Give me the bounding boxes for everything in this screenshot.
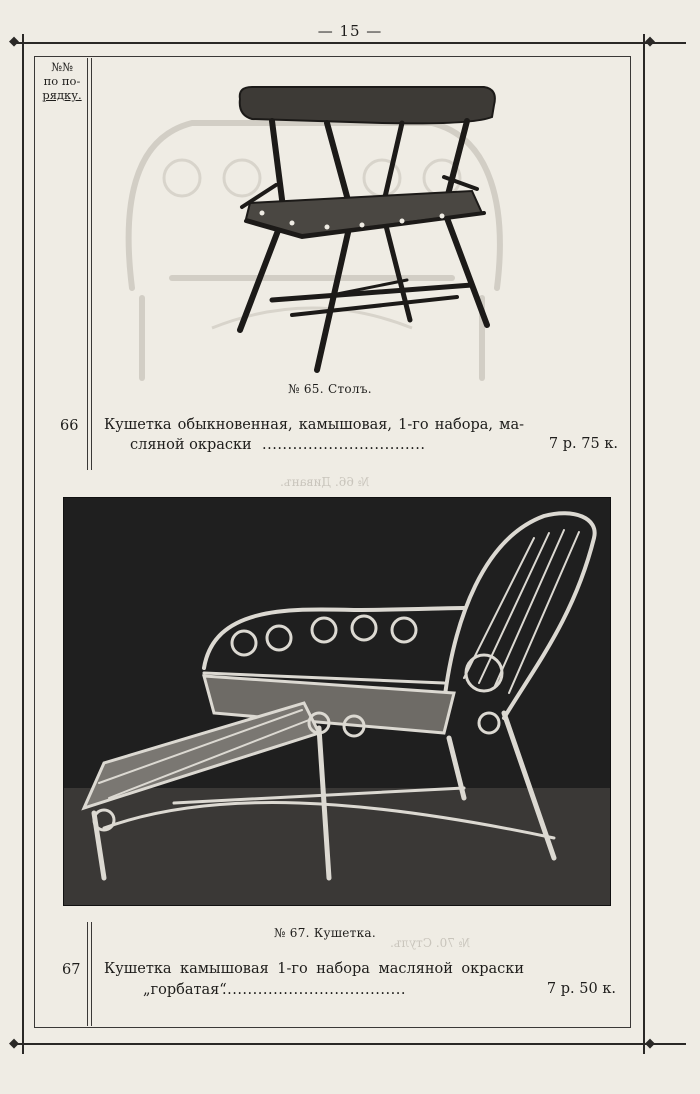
column-separator <box>87 58 88 470</box>
page-number: — 15 — <box>317 22 383 40</box>
frame-top-rule <box>14 42 686 44</box>
item-number: 66 <box>60 418 79 434</box>
illustration-caption: № 65. Столъ. <box>288 382 372 396</box>
corner-ornament-icon: ◆ <box>645 1036 655 1051</box>
column-separator <box>91 58 92 470</box>
frame-left-rule <box>22 34 24 1054</box>
item-description-line: сляной окраски <box>130 437 252 453</box>
column-header <box>36 60 88 102</box>
show-through-caption: № 70. Стулъ. <box>390 936 471 950</box>
corner-ornament-icon: ◆ <box>9 1036 19 1051</box>
item-number: 67 <box>62 962 81 978</box>
illustration-caption: № 67. Кушетка. <box>274 926 376 940</box>
frame-right-rule <box>643 34 645 1054</box>
inner-frame-top <box>34 56 630 57</box>
chaise-lounge-image <box>64 498 610 905</box>
column-header-line: рядку. <box>42 88 82 102</box>
item-price: 7 р. 50 к. <box>546 981 616 997</box>
column-header-line: №№ <box>51 60 73 74</box>
corner-ornament-icon: ◆ <box>9 34 19 49</box>
table-illustration <box>232 85 500 375</box>
chaise-photograph <box>63 497 611 906</box>
show-through-caption: № 66. Диванъ. <box>280 475 370 489</box>
item-leader-dots: .................................... <box>222 982 406 998</box>
item-description-line: „горбатая“ <box>143 982 227 998</box>
inner-frame-left <box>34 56 35 1028</box>
item-price: 7 р. 75 к. <box>548 436 618 452</box>
inner-frame-right <box>630 56 631 1028</box>
item-description-line: Кушетка камышовая 1-го набора масляной окраски <box>104 961 524 977</box>
item-leader-dots: ................................ <box>262 437 426 453</box>
corner-ornament-icon: ◆ <box>645 34 655 49</box>
inner-frame-bottom <box>34 1027 630 1028</box>
frame-bottom-rule <box>14 1043 686 1045</box>
item-description-line: Кушетка обыкновенная, камышовая, 1-го набора, ма- <box>104 417 524 433</box>
column-header-line: по по- <box>43 74 81 88</box>
